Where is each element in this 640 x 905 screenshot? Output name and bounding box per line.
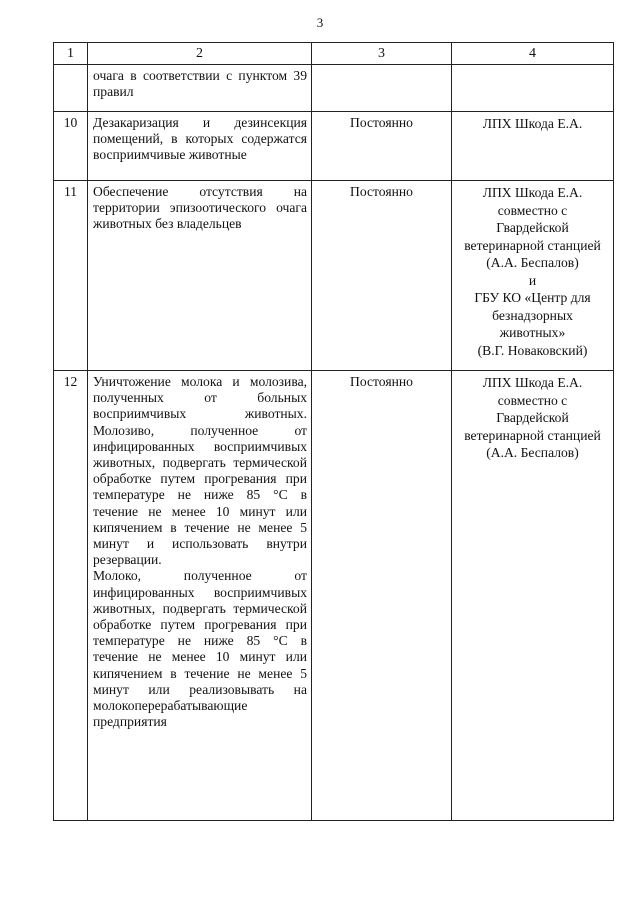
responsible-line: ЛПХ Шкода Е.А. [482, 116, 583, 131]
row-number: 11 [54, 181, 88, 371]
responsible-line: (А.А. Беспалов) [486, 255, 579, 270]
measure-description [88, 181, 312, 371]
responsible [452, 181, 614, 371]
responsible [452, 112, 614, 181]
measure-description: очага в соответствии с пунктом 39 правил [88, 65, 312, 112]
row-number-cell [54, 65, 88, 112]
description-paragraph: Обеспечение отсутствия на территории эпизоотического очага животных без владельцев [93, 184, 307, 232]
period: Постоянно [312, 371, 452, 821]
header-col-4: 4 [452, 43, 614, 65]
responsible-line: ГБУ КО «Центр для [474, 290, 591, 305]
responsible-line: животных» [499, 325, 566, 340]
table-row [54, 112, 614, 181]
responsible-line: Гвардейской [496, 410, 569, 425]
row-number: 12 [54, 371, 88, 821]
period-cell [312, 65, 452, 112]
row-number: 10 [54, 112, 88, 181]
table-row-continuation [54, 65, 614, 112]
responsible-line: совместно с [497, 392, 568, 408]
measure-description [88, 371, 312, 821]
table-header-row [54, 43, 614, 65]
responsible-cell [452, 65, 614, 112]
description-paragraph: Уничтожение молока и молозива, полученных от больных восприимчивых животных. Молозиво, полученное от инфицированных восприимчивых животных, подвергать термической обработке путем прогревания при температуре не ниже 85 °С в течение не менее 10 минут или кипячением в течение не менее 5 минут и использовать внутри резервации. [93, 374, 307, 568]
table-row [54, 371, 614, 821]
page-number: 3 [316, 15, 324, 30]
table-row [54, 181, 614, 371]
measures-table [53, 42, 614, 821]
description-paragraph: Молоко, полученное от инфицированных восприимчивых животных, подвергать термической обработке путем прогревания при температуре не ниже 85 °С в течение не менее 10 минут или кипячением в течение не менее 5 минут или реализовывать на молокоперерабатывающие предприятия [93, 568, 307, 730]
period: Постоянно [312, 181, 452, 371]
responsible-line: ЛПХ Шкода Е.А. [482, 375, 583, 390]
description-paragraph: Дезакаризация и дезинсекция помещений, в которых содержатся восприимчивые животные [93, 115, 307, 163]
header-col-2: 2 [88, 43, 312, 65]
header-col-1: 1 [54, 43, 88, 65]
responsible-line: (А.А. Беспалов) [486, 445, 579, 460]
responsible-line: ветеринарной станцией [464, 237, 601, 253]
measure-description [88, 112, 312, 181]
responsible-line: Гвардейской [496, 220, 569, 235]
header-col-3: 3 [312, 43, 452, 65]
responsible-line: безнадзорных [492, 307, 573, 323]
responsible-line: ветеринарной станцией [464, 427, 601, 443]
period: Постоянно [312, 112, 452, 181]
responsible-line: совместно с [497, 202, 568, 218]
responsible-line: (В.Г. Новаковский) [477, 342, 588, 358]
responsible [452, 371, 614, 821]
responsible-line: и [528, 272, 537, 288]
responsible-line: ЛПХ Шкода Е.А. [482, 185, 583, 200]
